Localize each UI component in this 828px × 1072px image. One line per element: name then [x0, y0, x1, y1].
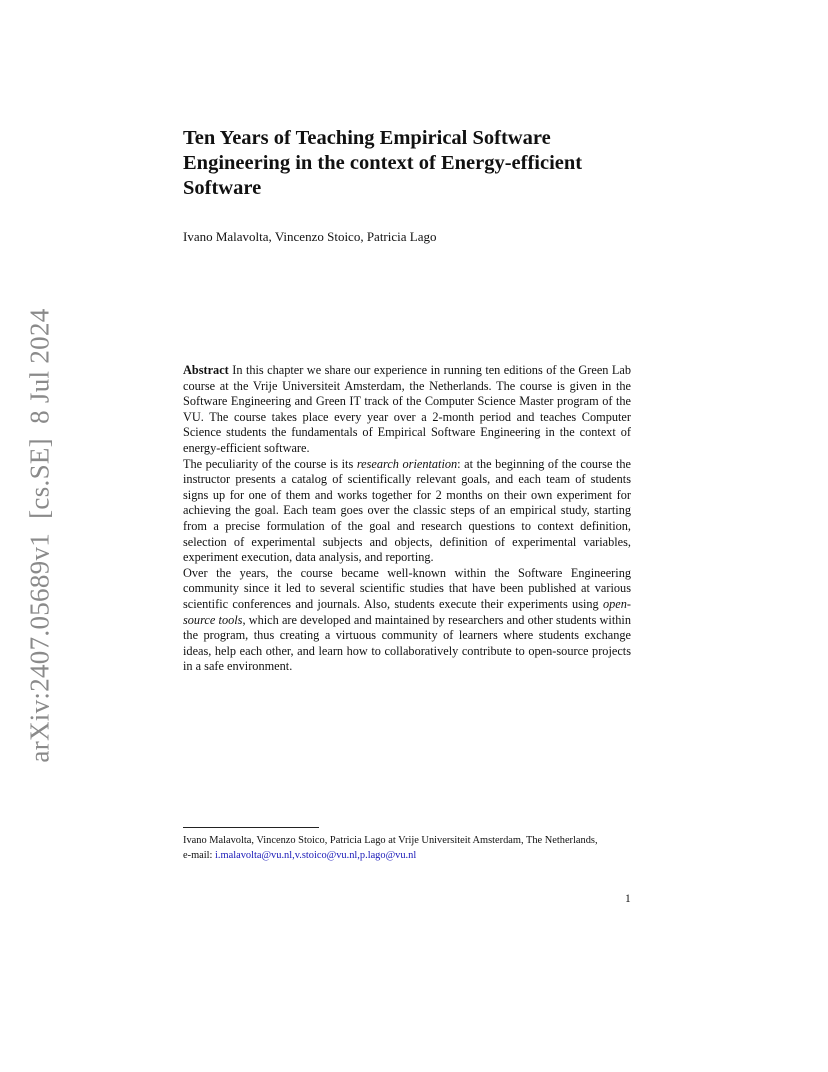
arxiv-identifier-text: arXiv:2407.05689v1 [cs.SE] 8 Jul 2024 — [24, 307, 55, 763]
author-list: Ivano Malavolta, Vincenzo Stoico, Patricia Lago — [183, 229, 437, 244]
footnote — [183, 834, 643, 863]
paper-title — [183, 126, 643, 201]
abstract-label: Abstract — [183, 363, 229, 377]
email-links[interactable]: i.malavolta@vu.nl,v.stoico@vu.nl,p.lago@vu.nl — [215, 849, 417, 861]
abstract-paragraph-2-text-a: The peculiarity of the course is its — [183, 456, 357, 471]
footnote-email-line — [183, 849, 643, 864]
paper-title-line-1: Ten Years of Teaching Empirical Software — [183, 127, 551, 149]
abstract — [183, 363, 631, 675]
footnote-email-label: e-mail: — [183, 849, 216, 861]
paper-title-line-3: Software — [183, 177, 262, 199]
abstract-paragraph-1 — [183, 363, 631, 457]
abstract-paragraph-3-text-a: Over the years, the course became well-known within the Software Engineering community since it led to several scientific studies that have been published at various scientific conferences and journals. Also, students execute their experiments using — [183, 565, 631, 611]
abstract-paragraph-2 — [183, 457, 631, 566]
abstract-emphasis-research-orientation: research orientation — [356, 456, 458, 471]
abstract-paragraph-3-text-b: , which are developed and maintained by researchers and other students within the program, thus creating a virtuous community of learners where students exchange ideas, help each other, and learn how to collaboratively contribute to open-source projects in a safe environment. — [183, 612, 631, 674]
paper-title-line-2: Engineering in the context of Energy-efficient — [183, 152, 583, 174]
arxiv-identifier — [20, 307, 60, 763]
abstract-emphasis-open-source-tools: open-source tools — [183, 596, 631, 627]
footnote-divider — [183, 827, 319, 828]
abstract-paragraph-1-text: In this chapter we share our experience in running ten editions of the Green Lab course at the Vrije Universiteit Amsterdam, the Netherlands. The course is given in the Software Engineering and Green IT track of the Computer Science Master program of the VU. The course takes place every year over a 2-month period and teaches Computer Science students the fundamentals of Empirical Software Engineering in the context of energy-efficient software. — [183, 363, 632, 455]
footnote-affiliation: Ivano Malavolta, Vincenzo Stoico, Patricia Lago at Vrije Universiteit Amsterdam, The Netherlands, — [183, 835, 598, 846]
abstract-paragraph-3 — [183, 566, 631, 675]
page-number: 1 — [625, 893, 631, 905]
abstract-paragraph-2-text-b: : at the beginning of the course the instructor presents a catalog of scientifically relevant goals, and each team of students signs up for one of them and works together for 2 months on their own experiment for achieving the goal. Each team goes over the classic steps of an empirical study, starting from a precise formulation of the goal and research questions to context definition, selection of experimental subjects and objects, definition of experimental variables, experiment execution, data analysis, and reporting. — [183, 456, 631, 565]
